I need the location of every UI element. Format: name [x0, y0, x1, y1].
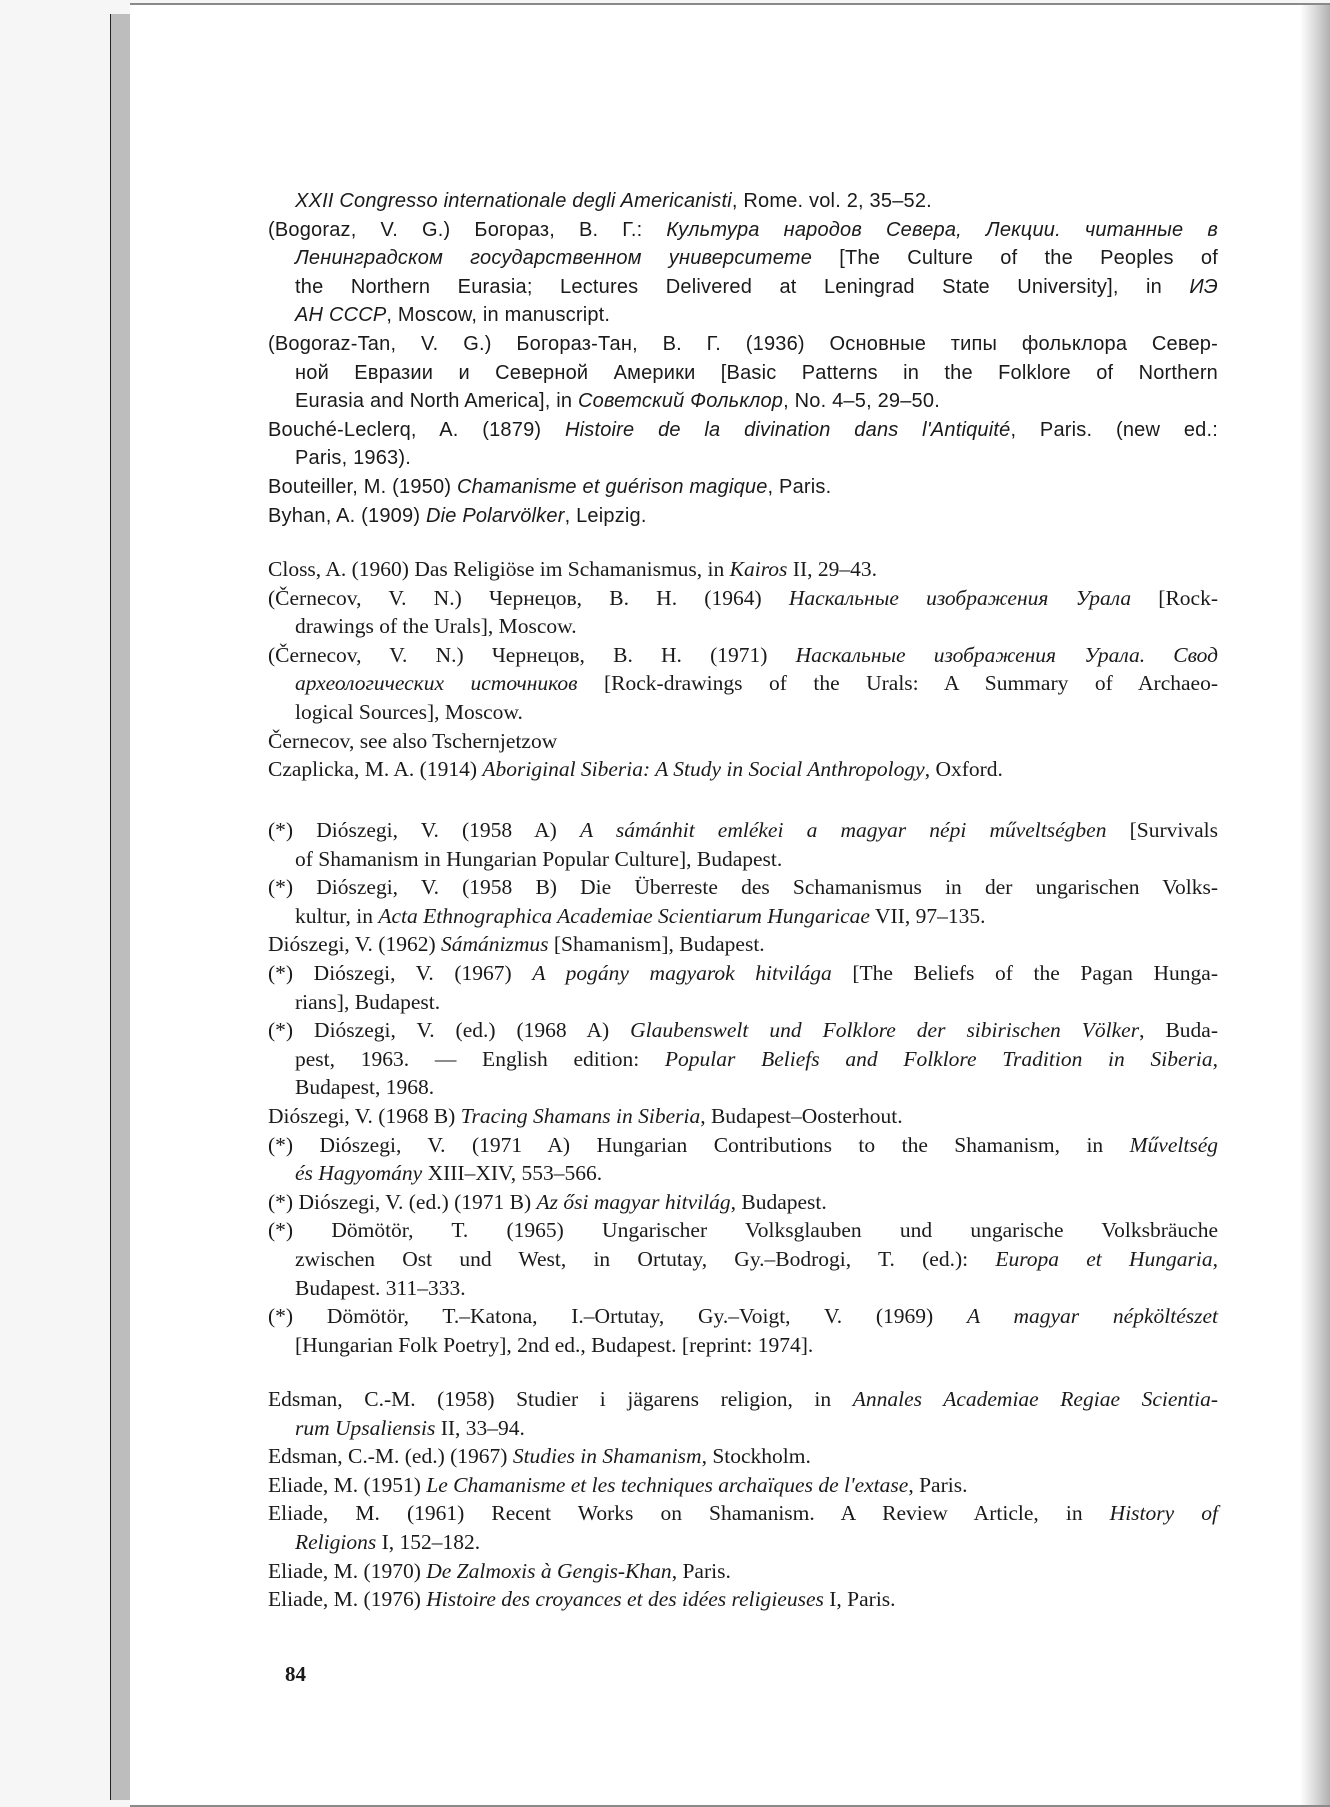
entry-text: , No. 4–5, 29–50. — [783, 390, 940, 413]
entry-line — [268, 244, 1218, 273]
entry-text: II, 33–94. — [435, 1415, 525, 1440]
entry-text: , Paris. — [767, 475, 832, 498]
entry-line — [268, 1499, 1218, 1528]
entry-text: , Buda- — [1139, 1018, 1218, 1043]
entry-text: of Shamanism in Hungarian Popular Culture], Budapest. — [295, 846, 783, 871]
entry-text: ной Евразии и Северной Америки [Basic Patterns in the Folklore of Northern — [295, 361, 1218, 384]
entry-text: (*) Diószegi, V. (1971 A) Hungarian Contributions to the Shamanism, in — [268, 1132, 1130, 1157]
bibliography-entry — [268, 555, 1218, 584]
entry-text: Černecov, see also Tschernjetzow — [268, 728, 558, 753]
bibliography-entry — [268, 641, 1218, 727]
entry-line — [268, 1528, 1218, 1557]
entry-text: Bouteiller, M. (1950) — [268, 475, 457, 498]
entry-text: , Rome. vol. 2, 35–52. — [731, 190, 932, 212]
entry-text: [Rock- — [1131, 585, 1219, 610]
entry-line — [268, 902, 1218, 931]
entry-title-italic: Chamanisme et guérison magique — [456, 475, 768, 498]
entry-title-italic: Religions — [295, 1529, 377, 1554]
entry-title-italic: és Hagyomány — [295, 1161, 423, 1186]
bibliography-entry — [268, 1499, 1218, 1556]
entry-line — [268, 1557, 1218, 1586]
entry-title-italic: Annales Academiae Regiae Scientia- — [852, 1387, 1218, 1411]
entry-line — [268, 1442, 1218, 1471]
entry-title-italic: Histoire de la divination dans l'Antiquité — [564, 418, 1011, 441]
entry-text: [Shamanism], Budapest. — [548, 932, 765, 957]
entry-title-italic: De Zalmoxis à Gengis-Khan — [426, 1558, 672, 1583]
entry-title-italic: ИЭ — [1189, 275, 1218, 298]
bibliography-entry — [268, 816, 1218, 873]
entry-line — [268, 755, 1218, 784]
entry-text: Diószegi, V. (1962) — [268, 932, 441, 957]
entry-text: (*) Diószegi, V. (1967) — [268, 960, 533, 985]
entry-text: pest, 1963. — English edition: — [295, 1046, 665, 1071]
bibliography-entry — [268, 187, 1218, 216]
entry-text: , Paris. — [908, 1472, 968, 1497]
entry-text: (*) Diószegi, V. (ed.) (1971 B) — [268, 1189, 537, 1214]
entry-line — [268, 641, 1218, 670]
entry-line — [268, 1102, 1218, 1131]
entry-title-italic: Glaubenswelt und Folklore der sibirischen Völker — [630, 1018, 1140, 1043]
entry-text: [Rock-drawings of the Urals: A Summary of Archaeo- — [577, 671, 1219, 696]
entry-line — [268, 387, 1218, 416]
entry-text: logical Sources], Moscow. — [295, 699, 523, 724]
entry-line — [268, 1159, 1218, 1188]
bibliography-entry — [268, 873, 1218, 930]
entry-line — [268, 502, 1218, 531]
entry-line — [268, 845, 1218, 874]
entry-line — [268, 873, 1218, 902]
bibliography-entry — [268, 1385, 1218, 1442]
entry-text: , Moscow, in manuscript. — [386, 304, 611, 327]
bibliography-entry — [268, 216, 1218, 330]
entry-title-italic: A sámánhit emlékei a magyar népi műveltségben — [579, 818, 1107, 842]
bibliography-entry — [268, 1188, 1218, 1217]
entry-text: (*) Diószegi, V. (1958 A) — [268, 818, 580, 842]
entry-text: Eliade, M. (1970) — [268, 1558, 427, 1583]
entry-title-italic: Die Polarvölker — [425, 504, 565, 527]
entry-line — [268, 1274, 1218, 1303]
bibliography-entry — [268, 1216, 1218, 1302]
entry-text: I, 152–182. — [376, 1529, 481, 1554]
entry-title-italic: Kairos — [729, 557, 788, 581]
entry-text: Edsman, C.-M. (ed.) (1967) — [268, 1444, 513, 1469]
entry-text: Budapest. 311–333. — [295, 1275, 466, 1300]
entry-title-italic: Acta Ethnographica Academiae Scientiarum Hungaricae — [378, 903, 870, 928]
entry-text: II, 29–43. — [787, 557, 877, 581]
entry-text: , Paris. (new ed.: — [1010, 418, 1218, 441]
entry-title-italic: Наскальные изображения Урала — [788, 585, 1132, 610]
entry-line — [268, 612, 1218, 641]
entry-text: Diószegi, V. (1968 B) — [268, 1103, 461, 1128]
entry-line — [268, 698, 1218, 727]
entry-text: Eliade, M. (1961) Recent Works on Shamanism. A Review Article, in — [268, 1501, 1110, 1526]
entry-text: , Paris. — [671, 1558, 731, 1583]
entry-text: the Northern Eurasia; Lectures Delivered at Leningrad State University], in — [295, 275, 1190, 298]
bibliography-entry — [268, 959, 1218, 1016]
entry-text: [Survivals — [1106, 818, 1218, 842]
entry-title-italic: A pogány magyarok hitvilága — [532, 960, 832, 985]
entry-line — [268, 1585, 1218, 1614]
entry-text: Edsman, C.-M. (1958) Studier i jägarens religion, in — [268, 1387, 853, 1411]
entry-line — [268, 1216, 1218, 1245]
entry-title-italic: Культура народов Севера, Лекции. читанные в — [666, 218, 1219, 241]
entry-line — [268, 930, 1218, 959]
bibliography-section-b — [268, 187, 1218, 530]
entry-text: Bouché-Leclerq, A. (1879) — [268, 418, 565, 441]
entry-title-italic: Az ősi magyar hitvilág — [536, 1189, 731, 1214]
entry-text: [Hungarian Folk Poetry], 2nd ed., Budapest. [reprint: 1974]. — [295, 1332, 814, 1357]
entry-title-italic: Aboriginal Siberia: A Study in Social Anthropology — [482, 757, 925, 782]
bibliography-entry — [268, 1442, 1218, 1471]
entry-line — [268, 473, 1218, 502]
entry-line — [268, 301, 1218, 330]
bibliography-entry — [268, 1585, 1218, 1614]
entry-line — [268, 359, 1218, 388]
bibliography-entry — [268, 584, 1218, 641]
entry-text: Eurasia and North America], in — [295, 390, 578, 413]
entry-line — [268, 555, 1218, 584]
entry-line — [268, 669, 1218, 698]
bibliography-entry — [268, 416, 1218, 473]
bibliography-entry — [268, 1131, 1218, 1188]
entry-text: Eliade, M. (1951) — [268, 1472, 427, 1497]
entry-text: VII, 97–135. — [869, 903, 986, 928]
entry-line — [268, 187, 1218, 216]
entry-text: [The Beliefs of the Pagan Hunga- — [831, 960, 1218, 985]
entry-line — [268, 1414, 1218, 1443]
entry-text: , Budapest. — [730, 1189, 827, 1214]
entry-text: Budapest, 1968. — [295, 1075, 435, 1100]
entry-line — [268, 816, 1218, 845]
entry-text: (Bogoraz-Tan, V. G.) Богораз-Тан, В. Г. (1936) Основные типы фольклора Север- — [268, 332, 1218, 355]
entry-line — [268, 1331, 1218, 1360]
entry-line — [268, 1245, 1218, 1274]
bibliography-entry — [268, 1016, 1218, 1102]
entry-line — [268, 273, 1218, 302]
entry-line — [268, 727, 1218, 756]
entry-text: , Stockholm. — [701, 1444, 811, 1469]
entry-line — [268, 1188, 1218, 1217]
bibliography-entry — [268, 1557, 1218, 1586]
entry-line — [268, 1131, 1218, 1160]
entry-text: (Bogoraz, V. G.) Богораз, В. Г.: — [268, 218, 667, 241]
entry-text: , — [1212, 1246, 1218, 1271]
entry-line — [268, 1385, 1218, 1414]
entry-title-italic: Le Chamanisme et les techniques archaïques de l'extase — [426, 1472, 909, 1497]
bibliography-entry — [268, 930, 1218, 959]
entry-title-italic: АН СССР — [295, 304, 387, 327]
entry-text: zwischen Ost und West, in Ortutay, Gy.–Bodrogi, T. (ed.): — [295, 1246, 996, 1271]
entry-text: (Černecov, V. N.) Чернецов, В. Н. (1971) — [268, 642, 796, 667]
entry-text: Paris, 1963). — [295, 447, 411, 470]
entry-text: (*) Diószegi, V. (ed.) (1968 A) — [268, 1018, 631, 1043]
entry-line — [268, 330, 1218, 359]
entry-title-italic: Ленинградском государственном университете — [295, 247, 813, 270]
bibliography-entry — [268, 755, 1218, 784]
entry-text: (*) Dömötör, T.–Katona, I.–Ortutay, Gy.–Voigt, V. (1969) — [268, 1304, 967, 1329]
entry-text: , Leipzig. — [564, 504, 647, 527]
entry-text: [The Culture of the Peoples of — [812, 247, 1218, 270]
entry-text: (*) Diószegi, V. (1958 B) Die Überreste des Schamanismus in der ungarischen Volks- — [268, 875, 1218, 900]
entry-text: Closs, A. (1960) Das Religiöse im Schamanismus, in — [268, 557, 730, 581]
entry-title-italic: Studies in Shamanism — [512, 1444, 702, 1469]
entry-line — [268, 416, 1218, 445]
entry-text: (*) Dömötör, T. (1965) Ungarischer Volksglauben und ungarische Volksbräuche — [268, 1218, 1218, 1243]
entry-title-italic: Europa et Hungaria — [995, 1246, 1213, 1271]
entry-title-italic: Tracing Shamans in Siberia — [460, 1103, 701, 1128]
entry-line — [268, 988, 1218, 1017]
entry-line — [268, 1471, 1218, 1500]
bibliography-section-e — [268, 1385, 1218, 1614]
entry-title-italic: Műveltség — [1129, 1132, 1218, 1157]
bibliography-section-d — [268, 816, 1218, 1359]
entry-line — [268, 444, 1218, 473]
entry-line — [268, 584, 1218, 613]
page-number: 84 — [285, 1662, 306, 1686]
entry-title-italic: rum Upsaliensis — [295, 1415, 436, 1440]
bibliography-entry — [268, 502, 1218, 531]
entry-title-italic: Советский Фольклор — [578, 390, 784, 413]
entry-line — [268, 1016, 1218, 1045]
entry-title-italic: археологических источников — [295, 671, 578, 696]
bibliography-entry — [268, 330, 1218, 416]
bibliography-entry — [268, 1102, 1218, 1131]
entry-title-italic: Popular Beliefs and Folklore Tradition in Siberia — [664, 1046, 1213, 1071]
entry-line — [268, 1302, 1218, 1331]
entry-title-italic: Sámánizmus — [441, 932, 549, 957]
page-gutter-shadow — [1300, 5, 1330, 1805]
entry-line — [268, 216, 1218, 245]
entry-text: Eliade, M. (1976) — [268, 1587, 427, 1612]
entry-title-italic: History of — [1109, 1501, 1218, 1526]
bibliography-entry — [268, 473, 1218, 502]
entry-text: , — [1212, 1046, 1218, 1071]
entry-line — [268, 1073, 1218, 1102]
entry-text: Byhan, A. (1909) — [268, 504, 426, 527]
entry-text: rians], Budapest. — [295, 989, 441, 1014]
entry-line — [268, 1045, 1218, 1074]
bibliography-entry — [268, 727, 1218, 756]
bibliography-section-c — [268, 555, 1218, 784]
bibliography-entry — [268, 1471, 1218, 1500]
entry-text: , Oxford. — [924, 757, 1003, 782]
entry-title-italic: Histoire des croyances et des idées religieuses — [426, 1587, 824, 1612]
entry-line — [268, 959, 1218, 988]
book-spine-edge — [110, 14, 132, 1800]
entry-text: drawings of the Urals], Moscow. — [295, 614, 577, 639]
entry-title-italic: XXII Congresso internationale degli Americanisti — [295, 190, 732, 212]
entry-text: (Černecov, V. N.) Чернецов, В. Н. (1964) — [268, 585, 789, 610]
entry-title-italic: A magyar népköltészet — [966, 1304, 1218, 1329]
entry-text: , Budapest–Oosterhout. — [700, 1103, 903, 1128]
entry-text: XIII–XIV, 553–566. — [422, 1161, 603, 1186]
entry-title-italic: Наскальные изображения Урала. Свод — [795, 642, 1218, 667]
bibliography-entry — [268, 1302, 1218, 1359]
entry-text: Czaplicka, M. A. (1914) — [268, 757, 483, 782]
entry-text: kultur, in — [295, 903, 379, 928]
entry-text: I, Paris. — [823, 1587, 896, 1612]
